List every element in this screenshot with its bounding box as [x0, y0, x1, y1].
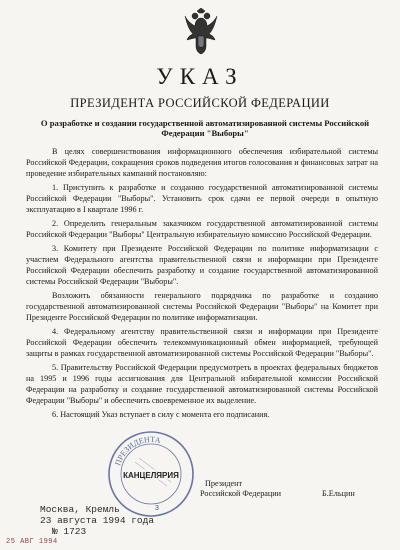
signatory-name: Б.Ельцин	[322, 489, 355, 498]
decree-paragraph: 4. Федеральному агентству правительственной связи и информации при Президенте Российской Федерации обеспечить телекоммуникационный обмен информацией, требующей защиты в рамках государственной автоматизированной системы Российской Федерации "Выборы".	[26, 327, 378, 358]
decree-footer	[40, 504, 154, 537]
decree-paragraph: 2. Определить генеральным заказчиком государственной автоматизированной системы Российской Федерации "Выборы" Центральную избирательную комиссию Российской Федерации.	[26, 219, 378, 239]
registration-date-stamp: 25 АВГ 1994	[6, 538, 58, 546]
seal-number: 3	[155, 505, 159, 512]
decree-paragraph: 3. Комитету при Президенте Российской Федерации по политике информатизации с участием Федерального агентства правительственной связи и информации при Президенте Российской Федерации обеспечить разработку и создание государственной автоматизированной системы Российской Федерации "Выборы".	[26, 244, 378, 286]
decree-paragraph: В целях совершенствования информационного обеспечения избирательной системы Российской Федерации, сокращения сроков подведения итогов голосования и финансовых затрат на проведение избирательных кампаний постановляю:	[26, 147, 378, 178]
decree-paragraph: 6. Настоящий Указ вступает в силу с момента его подписания.	[52, 410, 270, 419]
decree-paragraph: 1. Приступить к разработке и созданию государственной автоматизированной системы Российской Федерации "Выборы". Установить срок сдачи ее первой очереди в опытную эксплуатацию в I квартале 1996 г.	[26, 183, 378, 214]
place-of-signing: Москва, Кремль	[40, 504, 120, 515]
signature-line-2: Российской Федерации	[200, 489, 282, 498]
seal-center-text: КАНЦЕЛЯРИЯ	[123, 471, 179, 480]
double-headed-eagle-emblem	[183, 8, 219, 58]
svg-text:ПРЕЗИДЕНТА	[113, 435, 162, 467]
decree-number: № 1723	[52, 526, 87, 537]
signature-line-1: Президент	[205, 479, 243, 488]
decree-body	[26, 146, 378, 423]
decree-paragraph: 5. Правительству Российской Федерации предусмотреть в проектах федеральных бюджетов на 1995 и 1996 годы ассигнования для Центральной избирательной комиссии Российской Федерации на разработку и создание государственной автоматизированной системы Российской Федерации "Выборы" и обеспечить своевременное их выделение.	[26, 363, 378, 405]
signing-date: 23 августа 1994 года	[40, 515, 155, 526]
document-subject: О разработке и создании государственной автоматизированной системы Российской Федерации "Выборы"	[40, 118, 370, 138]
seal-top-text: ПРЕЗИДЕНТА	[113, 434, 162, 467]
signature-title	[200, 479, 281, 499]
decree-paragraph: Возложить обязанности генерального подрядчика по разработке и созданию государственной автоматизированной системы Российской Федерации "Выборы" на Комитет при Президенте Российской Федерации по политике информатизации.	[26, 291, 378, 322]
document-title: УКАЗ	[156, 64, 244, 89]
document-issuer: ПРЕЗИДЕНТА РОССИЙСКОЙ ФЕДЕРАЦИИ	[70, 96, 330, 110]
